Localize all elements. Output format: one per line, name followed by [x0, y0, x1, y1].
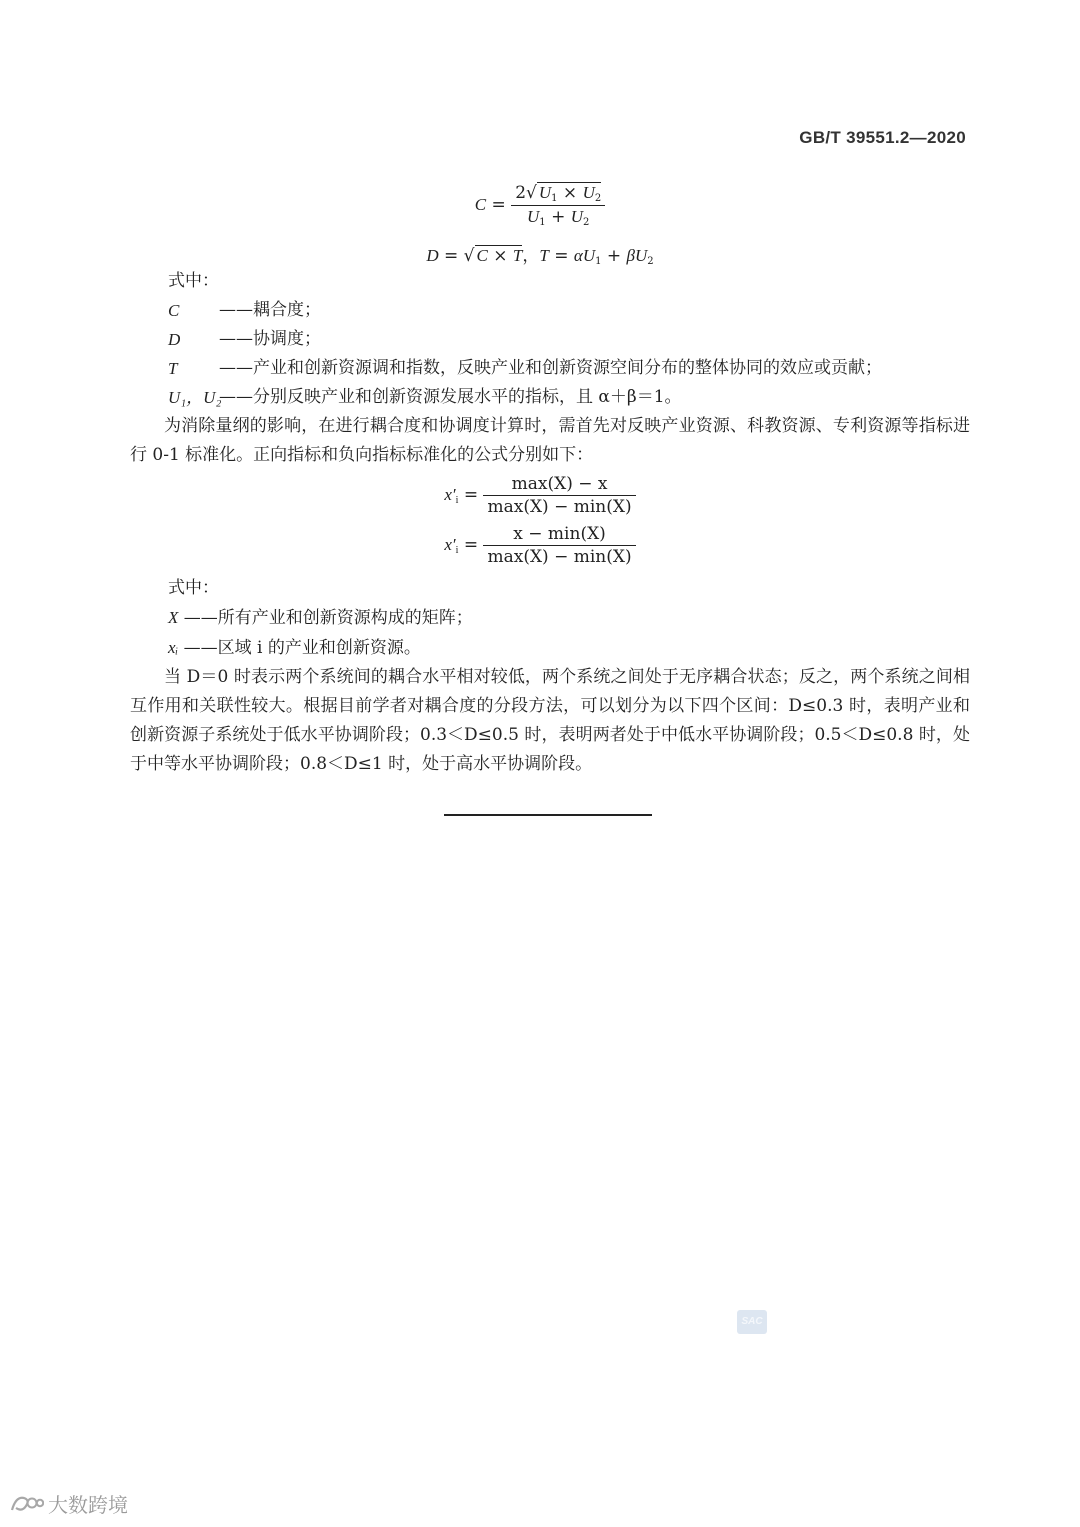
paragraph-intervals: 当 D＝0 时表示两个系统间的耦合水平相对较低，两个系统之间处于无序耦合状态；反之，两个系统之间相互作用和关联性较大。根据目前学者对耦合度的分段方法，可以划分为以下四个区间：D≤0.3 时，表明产业和创新资源子系统处于低水平协调阶段；0.3＜D≤0.5 时，表明两者处于中低水平协调阶段；0.5＜D≤0.8 时，处于中等水平协调阶段；0.8＜D≤1 时，处于高水平协调阶段。 [130, 667, 970, 774]
definition-u: U₁，U₂ ——分别反映产业和创新资源发展水平的指标，且 α＋β＝1。 [168, 387, 682, 407]
definitions-block-1 [130, 267, 970, 470]
end-rule [444, 814, 652, 816]
definitions-block-2 [130, 574, 970, 779]
definition-x: X ——所有产业和创新资源构成的矩阵； [168, 608, 473, 628]
brand-name: 大数跨境 [48, 1492, 128, 1517]
definition-d: D ——协调度； [168, 329, 321, 349]
definition-t: T ——产业和创新资源调和指数，反映产业和创新资源空间分布的整体协同的效应或贡献； [168, 358, 882, 378]
formula-coordination: D = √ C × T，$T = \alpha U_1 + \beta U_2$ [426, 246, 654, 267]
formula-coupling: C = $\frac{2√ U_1 \times U_2}{U_1 + U_2}$ [0, 183, 1080, 228]
definition-xi: xᵢ ——区域 i 的产业和创新资源。 [168, 638, 421, 658]
standard-number: GB/T 39551.2—2020 [799, 128, 966, 147]
paragraph-normalization: 为消除量纲的影响，在进行耦合度和协调度计算时，需首先对反映产业资源、科教资源、专利资源等指标进行 0-1 标准化。正向指标和负向指标标准化的公式分别如下： [130, 416, 970, 465]
brand-watermark [10, 1490, 128, 1516]
formula-positive-normalization: $x'_i$ = $\frac{\max(X) - x}{\max(X) - \min(X)}$ [0, 474, 1080, 517]
definitions-intro-2: 式中： [168, 578, 219, 598]
formula-negative-normalization: $x'_i$ = $\frac{x - \min(X)}{\max(X) - \min(X)}$ [0, 524, 1080, 567]
sac-watermark: SAC [737, 1310, 767, 1334]
definition-c: C ——耦合度； [168, 300, 321, 320]
definitions-intro: 式中： [168, 271, 219, 291]
brand-logo-icon [10, 1492, 44, 1514]
